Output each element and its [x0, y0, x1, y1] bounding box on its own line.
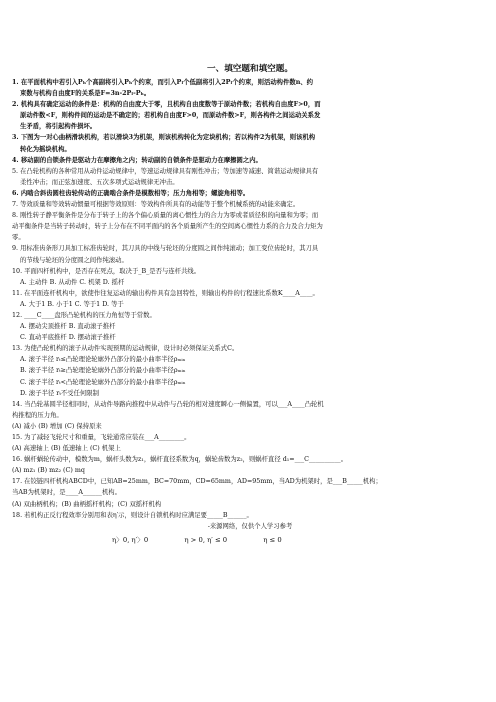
text-line: 8. 刚性转子静平衡条件是分布于转子上的各个偏心质量的离心惯性力的合力为零或者质径积的向量和为零；而 — [12, 212, 319, 220]
text-line: 2. 机构具有确定运动的条件是：机构的自由度大于零，且机构自由度数等于原动件数；若机构自由度F>0，而 — [12, 101, 321, 109]
text-line: 14. 当凸轮基圆半径相同时，从动件导路向推程中从动件与凸轮的相对速度瞬心一侧偏置，可以___A____凸轮机 — [12, 400, 324, 408]
text-line: 零。 — [12, 234, 25, 242]
text-line: 15. 为了减轻飞轮尺寸和重量，飞轮通常应装在___A________。 — [12, 434, 191, 441]
text-line: 3. 下图为一对心曲柄滑块机构，若以滑块3为机架，则该机构转化为定块机构；若以构件2为机架，则该机构 — [12, 134, 316, 142]
text-line: 7. 等效质量和等效转动惯量可根据等效原则：等效构件所具有的动能等于整个机械系统的动能来确定。 — [12, 201, 300, 209]
question-list — [12, 77, 488, 532]
text-line: A. 滚子半径 rₜ≤凸轮理论轮廓外凸部分的最小曲率半径ρₘᵢₙ — [20, 356, 186, 364]
text-line: 12. ____C____盘形凸轮机构的压力角恒等于常数。 — [12, 311, 156, 319]
text-line: C. 滚子半径 rₜ<凸轮理论轮廓外凸部分的最小曲率半径ρₘᵢₙ — [20, 378, 186, 386]
text-line: 原动件数<F，则构件间的运动是不确定的；若机构自由度F>0，而原动件数>F，则各构件之间运动关系发 — [20, 112, 321, 120]
text-line: (A) mz₁ (B) mz₂ (C) mq — [12, 467, 85, 475]
text-line: 当AB为机架时，是____A______机构。 — [12, 489, 121, 497]
text-line: 4. 移动副的自锁条件是驱动力在摩擦角之内；转动副的自锁条件是驱动力在摩擦圆之内。 — [12, 156, 262, 164]
formula-c: η ≤ 0 — [263, 535, 282, 544]
text-line: 转化为摇块机构。 — [20, 145, 71, 153]
text-line: 的节线与轮坯的分度圆之间作纯滚动。 — [20, 256, 128, 264]
text-line: C. 直动平底推杆 D. 摆动滚子推杆 — [20, 334, 116, 342]
text-line: B. 滚子半径 rₜ≥凸轮理论轮廓外凸部分的最小曲率半径ρₘᵢₙ — [20, 367, 186, 375]
text-line: (A) 减小 (B) 增加 (C) 保持原来 — [12, 422, 102, 430]
efficiency-formulas — [12, 534, 488, 544]
text-line: 柔性冲击；而正弦加速度、五次多项式运动规律无冲击。 — [20, 178, 179, 186]
text-line: 构推程的压力角。 — [12, 411, 63, 419]
text-line: 10. 平面四杆机构中，是否存在死点，取决于_B_是否与连杆共线。 — [12, 267, 201, 275]
text-line: D. 滚子半径 rₜ不受任何限制 — [20, 389, 99, 397]
text-line: 生矛盾，将引起构件损坏。 — [20, 123, 97, 131]
text-line: 5. 在凸轮机构的各种常用从动件运动规律中，等速运动规律具有刚性冲击；等加速等减速、简谐运动规律具有 — [12, 167, 319, 175]
text-line: A. 大于1 B. 小于1 C. 等于1 D. 等于 — [20, 300, 124, 308]
text-line: 动平衡条件是当转子转动时，转子上分布在不同平面内的各个质量所产生的空间离心惯性力系的合力及合力矩为 — [12, 223, 323, 231]
text-line: 18. 若机构正反行程效率分别用和表η′示，则设计自锁机构时应满足要_____B______。 — [12, 511, 253, 519]
text-line: A. 摆动尖顶推杆 B. 直动滚子推杆 — [20, 323, 116, 331]
formula-a: η〉0, η′〉0 — [112, 535, 149, 544]
text-line: 16. 蜗杆蜗轮传动中，模数为m，蜗杆头数为z₁，蜗杆直径系数为q，蜗轮齿数为z₂，则蜗杆直径 d₁=___C__________。 — [12, 456, 348, 464]
text-line: 17. 在铰链四杆机构ABCD中，已知AB=25mm，BC=70mm，CD=65mm，AD=95mm，当AD为机架时，是___B_____机构； — [12, 478, 382, 486]
text-line: 1. 在平面机构中若引入Pₕ个高副将引入Pₕ个约束，而引入Pₗ个低副将引入2Pₗ个约束，则活动构件数n、约 — [12, 79, 314, 86]
formula-b: η > 0, η′ ≤ 0 — [184, 535, 228, 544]
text-line: 束数与机构自由度F的关系是F=3n-2Pₗ-Pₕ。 — [20, 90, 151, 98]
text-line: (A) 双曲柄机构；(B) 曲柄摇杆机构；(C) 双摇杆机构 — [12, 500, 162, 508]
text-line: 9. 用标准齿条形刀具加工标准齿轮时，其刀具的中线与轮坯的分度圆之间作纯滚动；加工变位齿轮时，其刀具 — [12, 245, 319, 253]
text-line: (A) 高速轴上 (B) 低速轴上 (C) 机架上 — [12, 445, 121, 453]
text-line: A. 主动件 B. 从动件 C. 机架 D. 摇杆 — [20, 278, 125, 286]
text-line: 6. 内啮合斜齿圆柱齿轮传动的正确啮合条件是模数相等；压力角相等；螺旋角相等。 — [12, 189, 250, 197]
page-title: 一、填空题和填空题。 — [207, 64, 293, 74]
text-line: -来源网络，仅供个人学习参考 — [207, 522, 293, 530]
text-line: 13. 为使凸轮机构的滚子从动件实现预期的运动规律，设计时必须保证关系式C。 — [12, 345, 239, 353]
text-line: 11. 在平面连杆机构中，欲使作往复运动的输出构件具有急回特性，则输出构件的行程速比系数K____A____。 — [12, 289, 319, 297]
